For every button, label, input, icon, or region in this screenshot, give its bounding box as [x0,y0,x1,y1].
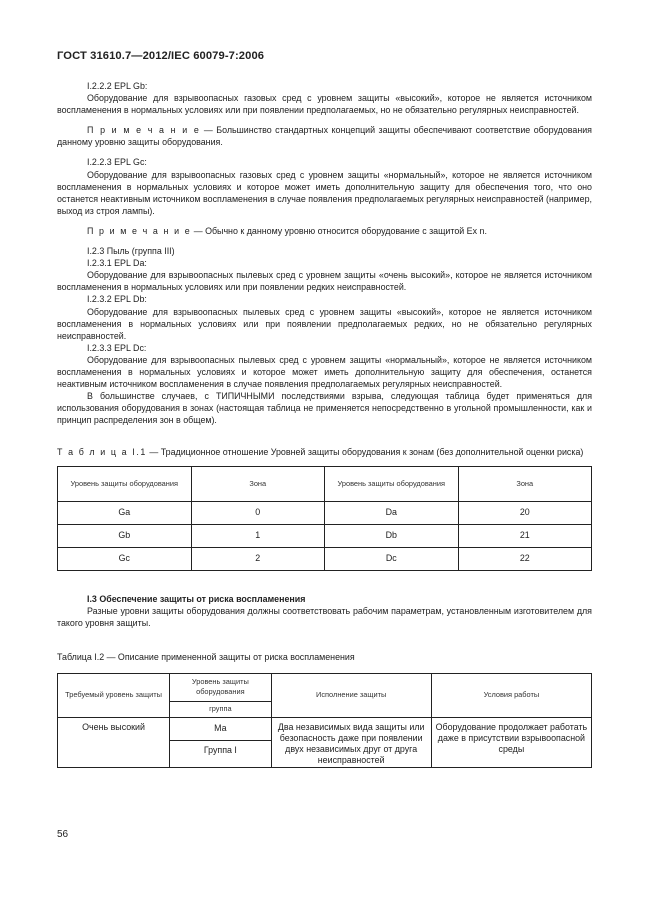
clause-text: Оборудование для взрывоопасных газовых сред с уровнем защиты «нормальный», которое не является источником воспламенения в нормальных условиях и которое может иметь дополнительную защиту для обеспечения того, что оно останется неактивным источником воспламенения в случае появления предполагаемых регулярных неисправностей (например, выход из строя лампы). [57,169,592,216]
table-header-cell: Условия работы [431,673,591,717]
table-header-cell: Уровень защиты оборудования [325,466,459,501]
clause-heading: I.2.3.2 EPL Db: [87,294,147,305]
table-header-row [58,673,592,701]
table-cell: Ga [58,501,192,524]
table-header-cell: Требуемый уровень защиты [58,673,170,717]
table-row [58,524,592,547]
table-cell: Da [325,501,459,524]
table1-caption-label: Т а б л и ц а I.1 [57,447,147,458]
note-label: П р и м е ч а н и е [87,125,201,136]
table2 [57,673,592,768]
clause-heading: I.2.3.3 EPL Dc: [87,342,147,353]
table-cell: Gb [58,524,192,547]
table-cell: Оборудование продолжает работать даже в присутствии взрывоопасной среды [431,717,591,767]
document-header: ГОСТ 31610.7—2012/IEC 60079-7:2006 [57,50,265,62]
table-cell: 2 [191,547,325,570]
table-row [58,717,592,740]
table-header-row [58,466,592,501]
table-row [58,547,592,570]
note [57,225,592,237]
clause-heading: I.2.2.2 EPL Gb: [87,81,148,91]
table-cell: Gc [58,547,192,570]
clause-text: Оборудование для взрывоопасных пылевых сред с уровнем защиты «очень высокий», которое не является источником воспламенения в нормальных условиях или при появлении редких неисправностей. [57,270,592,293]
clause-heading: I.2.2.3 EPL Gc: [87,157,147,168]
clause-heading: I.2.3 Пыль (группа III) [87,246,175,257]
table-header-cell: Исполнение защиты [271,673,431,717]
clause-heading: I.2.3.1 EPL Da: [87,258,147,269]
table2-caption: Таблица I.2 — Описание примененной защиты от риска воспламенения [57,651,355,662]
clause-text: Оборудование для взрывоопасных пылевых сред с уровнем защиты «нормальный», которое не является источником воспламенения в нормальных условиях и которое может иметь дополнительную защиту для обеспечения, останется неактивным источником воспламенения в случае появления предполагаемых регулярных неисправностей. [57,354,592,390]
table1 [57,466,592,571]
table-header-cell: Зона [458,466,592,501]
section-title: I.3 Обеспечение защиты от риска воспламенения [87,593,306,604]
clause-text: Оборудование для взрывоопасных пылевых сред с уровнем защиты «высокий», которое не является источником воспламенения в нормальных условиях или при появлении предполагаемых редких, но не обязательно регулярных неисправностей. [57,306,592,341]
table-cell: Очень высокий [58,717,170,767]
page-number: 56 [57,829,69,840]
document-body [57,80,592,768]
table-cell: 20 [458,501,592,524]
table-cell: 0 [191,501,325,524]
table-cell: 21 [458,524,592,547]
clause-text: В большинстве случаев, с ТИПИЧНЫМИ последствиями взрыва, следующая таблица будет применяться для использования оборудования в зонах (настоящая таблица не применяется непосредственно в угольной промышленности, как и принцип распределения зон в общем). [57,391,592,426]
note-text: — Большинство стандартных концепций защиты обеспечивают соответствие оборудования данному уровню защиты оборудования. [57,125,592,148]
note-label: П р и м е ч а н и е [87,225,192,236]
table1-caption [57,446,592,458]
table-row [58,501,592,524]
table-header-cell: Уровень защиты оборудования [58,466,192,501]
table-header-cell: группа [170,701,271,717]
table-cell: Ma [170,717,271,740]
note [57,124,592,148]
table-cell: Два независимых вида защиты или безопасность даже при появлении двух независимых друг от друга неисправностей [271,717,431,767]
table-cell: 22 [458,547,592,570]
table-cell: Dc [325,547,459,570]
section-text: Разные уровни защиты оборудования должны соответствовать рабочим параметрам, установленным изготовителем для такого уровня защиты. [57,605,592,628]
note-text: — Обычно к данному уровню относится оборудование с защитой Ex n. [191,225,487,236]
table-header-cell: Уровень защиты оборудования [170,673,271,701]
table1-caption-text: — Традиционное отношение Уровней защиты оборудования к зонам (без дополнительной оценки риска) [146,447,584,458]
table-cell: 1 [191,524,325,547]
table-cell: Db [325,524,459,547]
clause-text: Оборудование для взрывоопасных газовых сред с уровнем защиты «высокий», которое не является источником воспламенения в нормальных условиях или при появлении предполагаемых, но не обязательно регулярных неисправностей. [57,93,592,116]
table-header-cell: Зона [191,466,325,501]
table-cell: Группа I [170,740,271,767]
